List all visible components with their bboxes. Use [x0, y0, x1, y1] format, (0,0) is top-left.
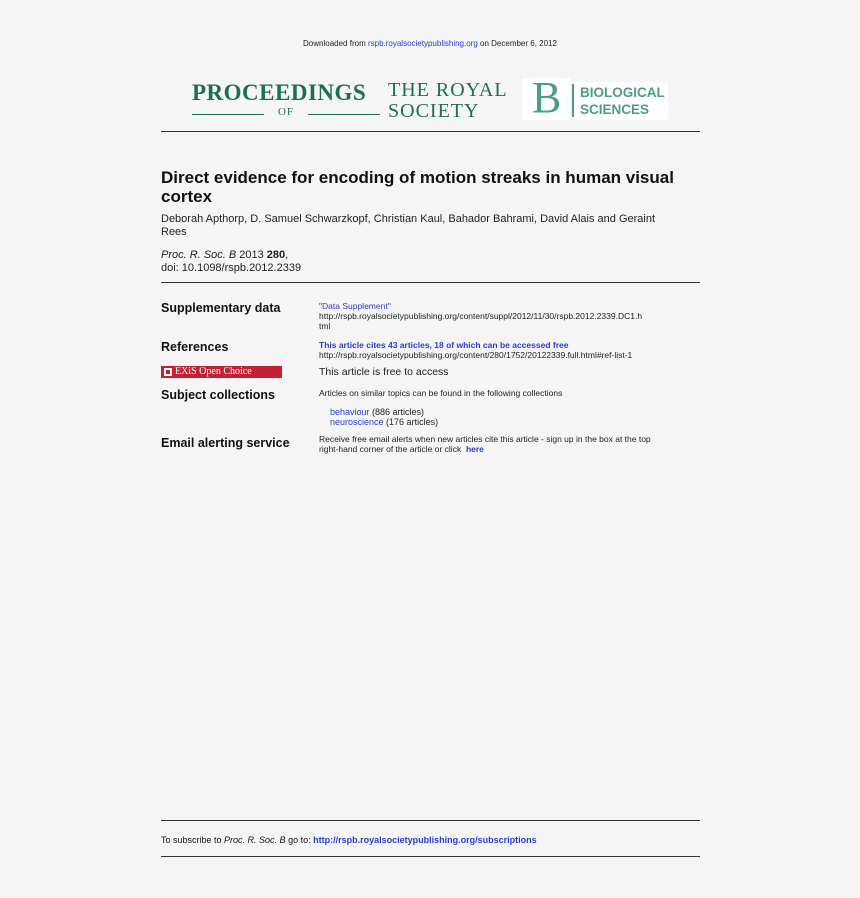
- logo-society: SOCIETY: [388, 100, 480, 122]
- open-choice-text: EXiS Open Choice: [175, 366, 252, 377]
- email-line2: right-hand corner of the article or click: [319, 444, 462, 454]
- divider-footer-top: [161, 820, 700, 821]
- divider-top: [161, 131, 700, 132]
- supplementary-label: Supplementary data: [161, 301, 281, 315]
- references-label: References: [161, 340, 229, 354]
- citation-volume-suffix: ,: [285, 249, 289, 261]
- email-line1: Receive free email alerts when new articles cite this article - sign up in the box at the top: [319, 434, 651, 444]
- email-alerting-value: [319, 434, 704, 454]
- data-supplement-link[interactable]: "Data Supplement": [319, 301, 391, 311]
- article-title: Direct evidence for encoding of motion streaks in human visual cortex: [161, 168, 674, 206]
- logo-biological-sciences: [580, 84, 665, 118]
- logo-b-letter: B: [532, 73, 562, 122]
- download-site-link[interactable]: rspb.royalsocietypublishing.org: [367, 39, 478, 48]
- footer-journal: Proc. R. Soc. B: [224, 835, 286, 845]
- article-citation: [161, 249, 301, 275]
- citation-volume: 280: [266, 249, 286, 261]
- download-suffix: on December 6, 2012: [477, 39, 557, 48]
- collection-item: [330, 407, 424, 417]
- open-access-text: This article is free to access: [319, 366, 449, 378]
- journal-logo: [192, 73, 668, 122]
- article-authors: Deborah Apthorp, D. Samuel Schwarzkopf, Christian Kaul, Bahador Bahrami, David Alais and Geraint Rees: [161, 213, 656, 238]
- download-notice: [0, 39, 860, 48]
- logo-the-royal: THE ROYAL: [388, 79, 508, 101]
- divider-middle: [161, 282, 700, 283]
- logo-of: OF: [277, 106, 295, 118]
- supplement-url-line2: tml: [319, 321, 331, 331]
- supplementary-value: [319, 301, 704, 331]
- collection-item: [330, 417, 438, 427]
- open-choice-icon: [164, 368, 172, 376]
- citation-doi: doi: 10.1098/rspb.2012.2339: [161, 262, 302, 274]
- subject-collections-intro: Articles on similar topics can be found in the following collections: [319, 388, 563, 398]
- divider-footer-bottom: [161, 856, 700, 857]
- open-choice-badge: [161, 366, 282, 378]
- logo-rule-right: [308, 114, 380, 115]
- citation-journal: Proc. R. Soc. B: [161, 249, 237, 261]
- logo-rule-left: [192, 114, 264, 115]
- logo-biological: BIOLOGICAL: [580, 85, 665, 100]
- subscribe-footer: [161, 835, 537, 845]
- download-prefix: Downloaded from: [303, 39, 368, 48]
- logo-bio-divider: [572, 84, 574, 117]
- collection-behaviour-link[interactable]: behaviour: [330, 407, 370, 417]
- logo-sciences: SCIENCES: [580, 102, 650, 117]
- logo-proceedings: PROCEEDINGS: [192, 80, 367, 105]
- references-cite-link[interactable]: This article cites 43 articles, 18 of which can be accessed free: [319, 340, 569, 350]
- footer-prefix: To subscribe to: [161, 835, 225, 845]
- collection-neuroscience-link[interactable]: neuroscience: [330, 417, 384, 427]
- references-value: [319, 340, 704, 360]
- footer-middle: go to:: [285, 835, 314, 845]
- subscribe-link[interactable]: http://rspb.royalsocietypublishing.org/subscriptions: [313, 835, 537, 845]
- email-alerting-label: Email alerting service: [161, 436, 290, 450]
- subject-collections-label: Subject collections: [161, 388, 275, 402]
- citation-year: 2013: [236, 249, 267, 261]
- supplement-url-line1: http://rspb.royalsocietypublishing.org/content/suppl/2012/11/30/rspb.2012.2339.DC1.h: [319, 311, 643, 321]
- references-url: http://rspb.royalsocietypublishing.org/content/280/1752/20122339.full.html#ref-list-1: [319, 350, 633, 360]
- logo-royal-society: [388, 80, 508, 122]
- collection-neuroscience-count: (176 articles): [383, 417, 439, 427]
- collection-behaviour-count: (886 articles): [369, 407, 425, 417]
- email-here-link[interactable]: here: [465, 444, 484, 454]
